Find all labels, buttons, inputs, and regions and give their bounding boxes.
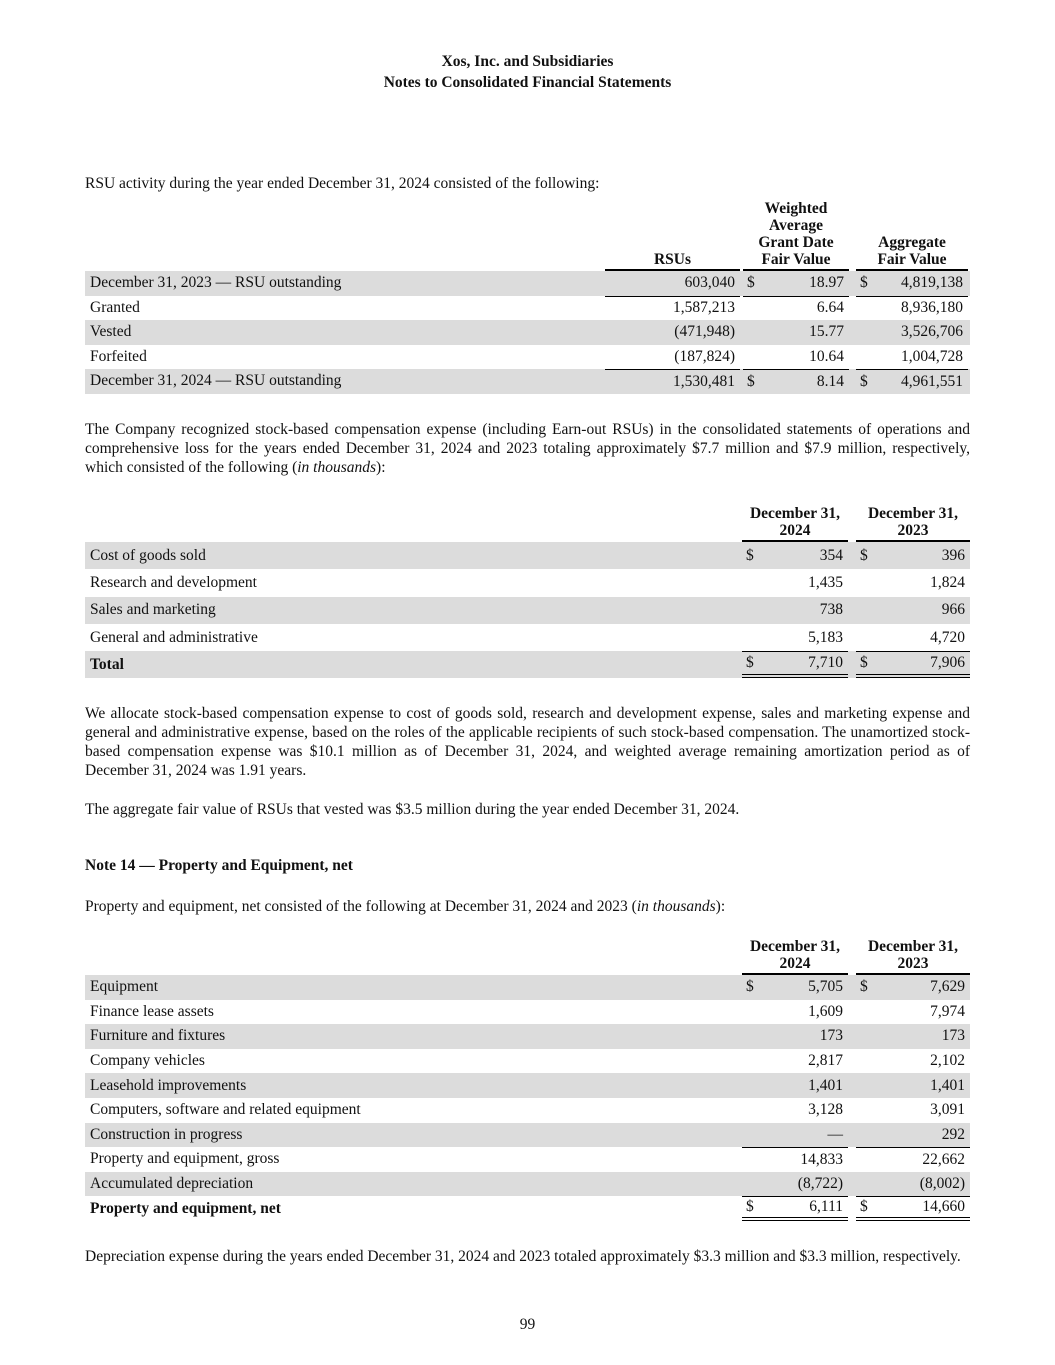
value: 5,705: [808, 978, 843, 996]
column-header: RSUs: [605, 251, 740, 271]
value: 2,102: [930, 1052, 965, 1070]
value: 3,091: [930, 1101, 965, 1119]
currency-symbol: $: [747, 372, 755, 390]
row-label: Leasehold improvements: [90, 1076, 247, 1094]
currency-symbol: $: [746, 1198, 754, 1216]
column-header: December 31, 2024: [742, 505, 848, 542]
value: 173: [819, 1027, 843, 1045]
value: 1,004,728: [901, 347, 963, 365]
page-number: 99: [519, 1316, 536, 1333]
column-header: Aggregate Fair Value: [856, 234, 968, 271]
value-cell: [856, 1000, 970, 1025]
table-row: [85, 975, 970, 1000]
allocation-paragraph: We allocate stock-based compensation expense to cost of goods sold, research and development expense, sales and marketing expense and general and administrative expense, based on the roles of the applicable recipients of such stock-based compensation. The unamortized stock-based compensation expense was $10.1 million as of December 31, 2024, and weighted average remaining amortization period as of December 31, 2024 was 1.91 years.: [85, 705, 970, 779]
value-cell: [742, 651, 848, 678]
value: 5,183: [808, 628, 843, 646]
row-label: Accumulated depreciation: [90, 1175, 254, 1193]
value-cell: [742, 597, 848, 624]
row-label: Sales and marketing: [90, 601, 216, 619]
row-label: Furniture and fixtures: [90, 1027, 226, 1045]
value-cell: [743, 296, 849, 321]
value: 6,111: [809, 1198, 843, 1216]
value-cell: [742, 1196, 848, 1221]
value-cell: [743, 320, 849, 345]
value: 1,824: [930, 573, 965, 591]
value-cell: [743, 369, 849, 394]
row-label: December 31, 2023 — RSU outstanding: [90, 274, 342, 292]
sbc-text: The Company recognized stock-based compensation expense (including Earn-out RSUs) in the consolidated statements of operations and comprehensive loss for the years ended December 31, 2024 and 2023 totaling approximately $7.7 million and $7.9 million, respectively, which consisted of the following (: [85, 421, 970, 476]
value-cell: [743, 271, 849, 296]
value: (8,722): [797, 1175, 843, 1193]
value-cell: [742, 1073, 848, 1098]
value: 7,974: [930, 1002, 965, 1020]
value-cell: [742, 1098, 848, 1123]
row-label: Cost of goods sold: [90, 546, 206, 564]
value: 8,936,180: [901, 299, 963, 317]
document-title: Notes to Consolidated Financial Statements: [383, 74, 672, 91]
depreciation-paragraph: Depreciation expense during the years ended December 31, 2024 and 2023 totaled approximately $3.3 million and $3.3 million, respectively.: [85, 1248, 961, 1265]
value: 6.64: [816, 299, 844, 317]
sbc-end: ):: [376, 459, 386, 476]
value-cell: [856, 369, 968, 394]
value: 966: [941, 601, 965, 619]
value: 3,526,706: [901, 323, 963, 341]
value: 14,660: [922, 1198, 965, 1216]
value-cell: [742, 542, 848, 569]
value-cell: [605, 369, 740, 394]
table-row: [85, 1196, 970, 1221]
table-row: [85, 369, 970, 394]
row-label: Total: [90, 655, 124, 673]
ppe-end: ):: [715, 898, 726, 915]
table-row: [85, 1000, 970, 1025]
value: 396: [941, 546, 965, 564]
value-cell: [742, 975, 848, 1000]
row-label: Computers, software and related equipment: [90, 1101, 361, 1119]
value-cell: [856, 1147, 970, 1172]
table-row: [85, 345, 970, 370]
row-label: Research and development: [90, 573, 257, 591]
table-row: [85, 320, 970, 345]
value-cell: [856, 1073, 970, 1098]
table-row: [85, 1123, 970, 1148]
currency-symbol: $: [746, 978, 754, 996]
value-cell: [856, 624, 970, 651]
rsu-activity-table: [85, 198, 970, 394]
table-row: [85, 597, 970, 624]
value-cell: [856, 1172, 970, 1197]
value: 1,530,481: [673, 372, 735, 390]
table-row: [85, 1024, 970, 1049]
currency-symbol: $: [860, 546, 868, 564]
row-label: Equipment: [90, 978, 159, 996]
value: 738: [819, 601, 843, 619]
table-header: [85, 501, 970, 542]
table-row: [85, 651, 970, 678]
currency-symbol: $: [860, 274, 868, 292]
value: 1,401: [808, 1076, 843, 1094]
sbc-expense-table: [85, 501, 970, 678]
row-label: General and administrative: [90, 628, 258, 646]
row-label: Company vehicles: [90, 1052, 205, 1070]
sbc-paragraph: [85, 420, 970, 477]
value-cell: [743, 345, 849, 370]
value-cell: [856, 271, 968, 296]
column-header: Weighted Average Grant Date Fair Value: [743, 200, 849, 271]
value: 10.64: [809, 347, 844, 365]
table-row: [85, 1147, 970, 1172]
value: 14,833: [800, 1150, 843, 1168]
value: 15.77: [809, 323, 844, 341]
value: 22,662: [922, 1150, 965, 1168]
value: 354: [819, 546, 843, 564]
value: (471,948): [674, 323, 735, 341]
value-cell: [605, 271, 740, 296]
sbc-italic: in thousands: [297, 459, 377, 476]
table-row: [85, 542, 970, 569]
value-cell: [742, 1049, 848, 1074]
value-cell: [605, 345, 740, 370]
value-cell: [742, 1147, 848, 1172]
value-cell: [856, 1123, 970, 1148]
currency-symbol: $: [860, 654, 868, 672]
value: 1,401: [930, 1076, 965, 1094]
table-header: [85, 198, 970, 271]
value-cell: [605, 320, 740, 345]
table-row: [85, 624, 970, 651]
value: 2,817: [808, 1052, 843, 1070]
value-cell: [742, 1172, 848, 1197]
rsu-intro: RSU activity during the year ended December 31, 2024 consisted of the following:: [85, 175, 600, 192]
value-cell: [856, 651, 970, 678]
ppe-italic: in thousands: [636, 898, 716, 915]
row-label: Construction in progress: [90, 1125, 243, 1143]
currency-symbol: $: [860, 372, 868, 390]
value: (187,824): [674, 347, 735, 365]
value: —: [827, 1125, 843, 1143]
currency-symbol: $: [860, 1198, 868, 1216]
value: 3,128: [808, 1101, 843, 1119]
value-cell: [856, 569, 970, 596]
table-row: [85, 271, 970, 296]
column-header: December 31, 2024: [742, 938, 848, 975]
value: (8,002): [919, 1175, 965, 1193]
ppe-text: Property and equipment, net consisted of the following at December 31, 2024 and 2023 (: [85, 898, 637, 915]
table-row: [85, 296, 970, 321]
value-cell: [742, 569, 848, 596]
value-cell: [856, 296, 968, 321]
value: 7,906: [930, 654, 965, 672]
value-cell: [742, 1000, 848, 1025]
value: 8.14: [816, 372, 844, 390]
value: 4,961,551: [901, 372, 963, 390]
value-cell: [605, 296, 740, 321]
row-label: December 31, 2024 — RSU outstanding: [90, 372, 342, 390]
value: 1,435: [808, 573, 843, 591]
note14-heading: Note 14 — Property and Equipment, net: [85, 857, 353, 874]
value-cell: [856, 1049, 970, 1074]
row-label: Granted: [90, 298, 140, 316]
currency-symbol: $: [746, 546, 754, 564]
row-label: Vested: [90, 323, 132, 341]
value: 7,629: [930, 978, 965, 996]
column-header: December 31, 2023: [856, 505, 970, 542]
value: 603,040: [684, 274, 735, 292]
value-cell: [856, 597, 970, 624]
value-cell: [742, 1123, 848, 1148]
value-cell: [856, 975, 970, 1000]
vested-paragraph: The aggregate fair value of RSUs that vested was $3.5 million during the year ended December 31, 2024.: [85, 801, 740, 818]
value-cell: [856, 542, 970, 569]
value-cell: [856, 1024, 970, 1049]
ppe-paragraph: [85, 897, 970, 916]
value-cell: [856, 1196, 970, 1221]
currency-symbol: $: [860, 978, 868, 996]
value: 1,609: [808, 1002, 843, 1020]
table-header: [85, 937, 970, 975]
currency-symbol: $: [746, 654, 754, 672]
table-row: [85, 1172, 970, 1197]
value-cell: [856, 1098, 970, 1123]
table-row: [85, 1073, 970, 1098]
value-cell: [856, 345, 968, 370]
value: 4,720: [930, 628, 965, 646]
value-cell: [742, 624, 848, 651]
value: 4,819,138: [901, 274, 963, 292]
value: 173: [941, 1027, 965, 1045]
value-cell: [856, 320, 968, 345]
table-row: [85, 1098, 970, 1123]
column-header: December 31, 2023: [856, 938, 970, 975]
table-row: [85, 569, 970, 596]
ppe-table: [85, 937, 970, 1221]
company-name: Xos, Inc. and Subsidiaries: [441, 53, 614, 70]
row-label: Finance lease assets: [90, 1002, 214, 1020]
row-label: Forfeited: [90, 347, 147, 365]
row-label: Property and equipment, net: [90, 1199, 281, 1217]
table-row: [85, 1049, 970, 1074]
currency-symbol: $: [747, 274, 755, 292]
value: 18.97: [809, 274, 844, 292]
row-label: Property and equipment, gross: [90, 1150, 280, 1168]
value-cell: [742, 1024, 848, 1049]
value: 7,710: [808, 654, 843, 672]
value: 292: [941, 1125, 965, 1143]
value: 1,587,213: [673, 299, 735, 317]
